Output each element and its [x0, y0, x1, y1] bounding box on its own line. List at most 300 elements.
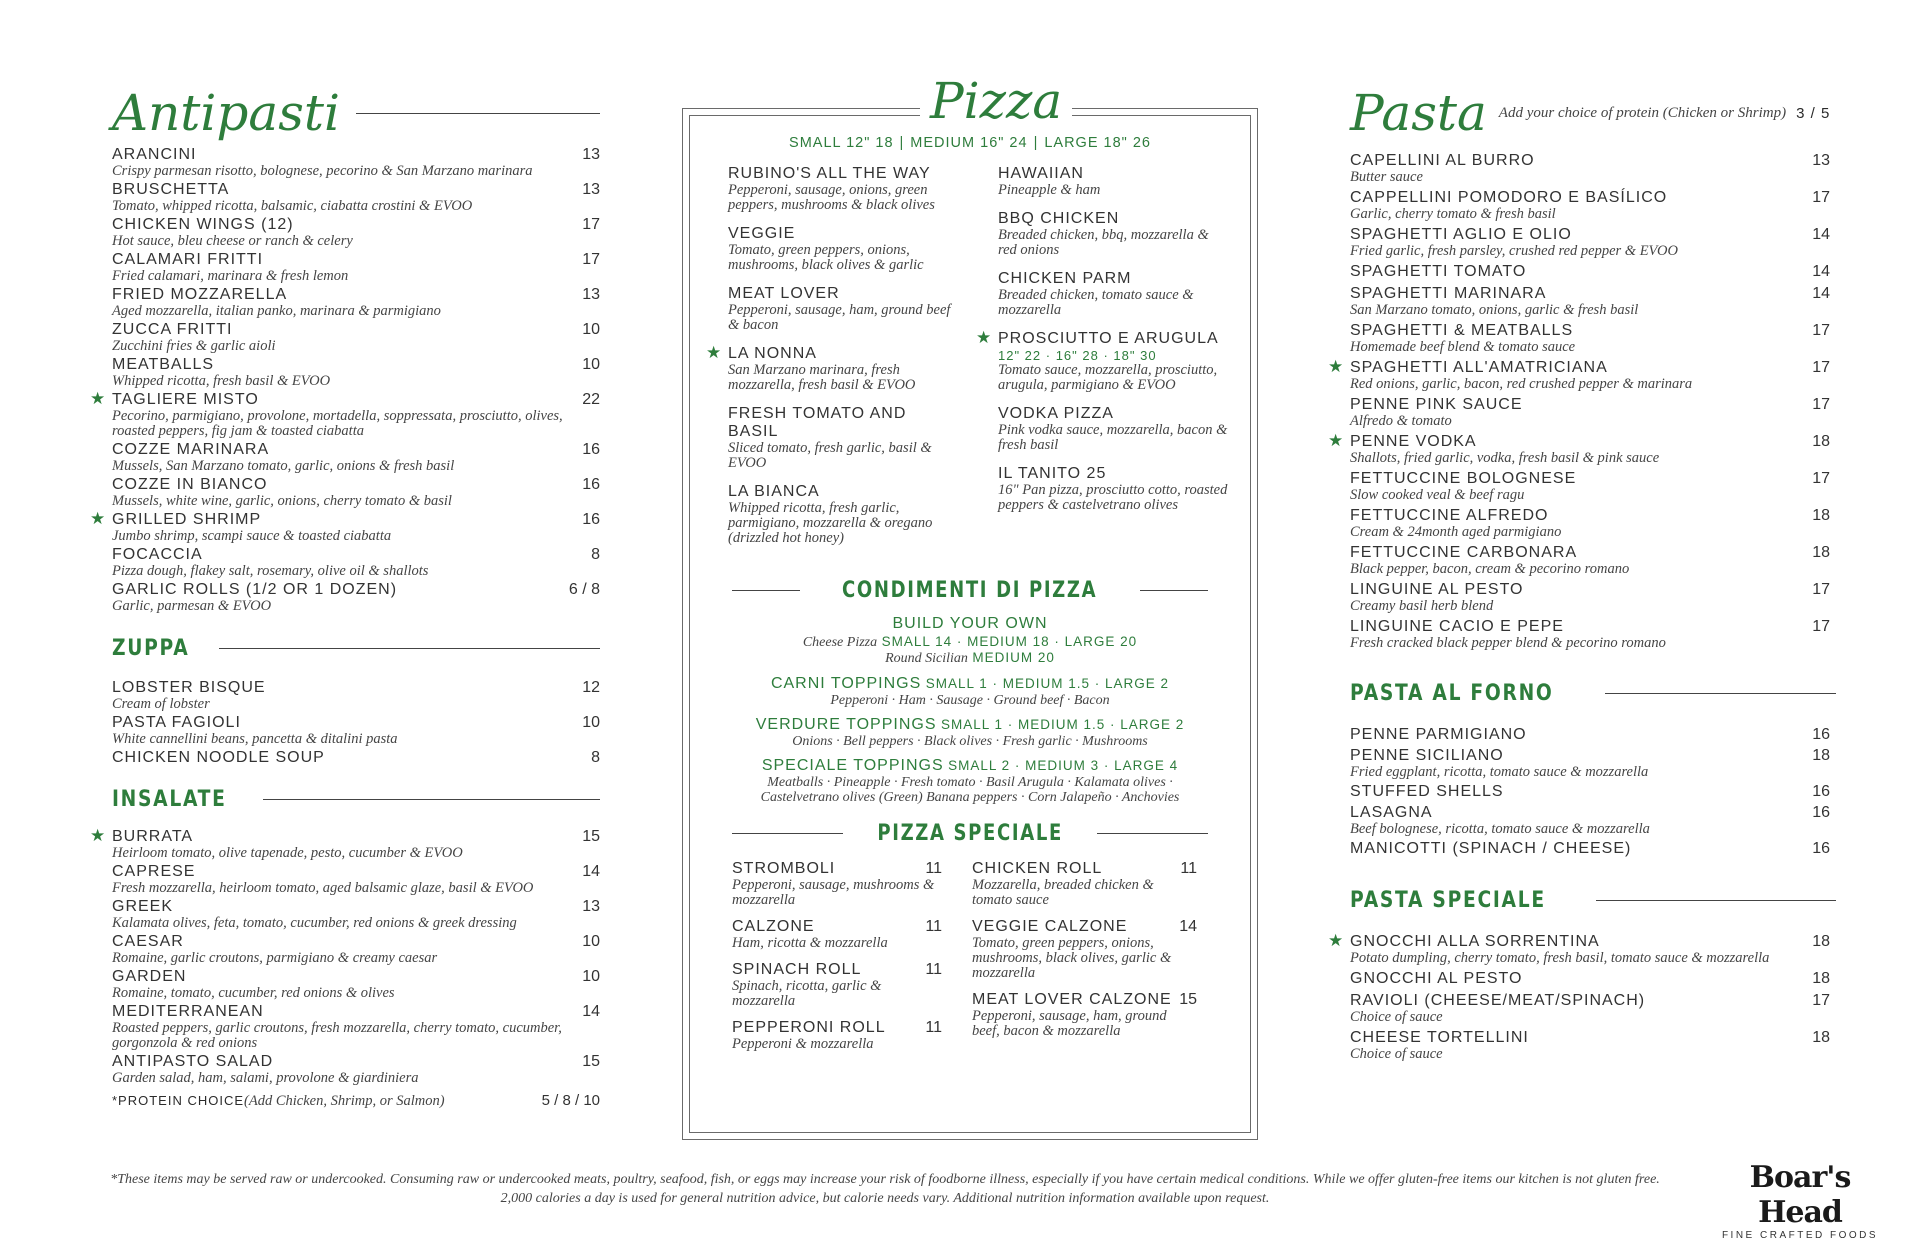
item-price: 17 [1812, 992, 1830, 1009]
item-price: 16 [582, 511, 600, 528]
menu-item [1328, 931, 1830, 966]
protein-choice [112, 1092, 600, 1110]
item-price: 18 [1812, 933, 1830, 950]
pizza-sizes: 12" 22 · 16" 28 · 18" 30 [998, 348, 1157, 363]
star-icon: ★ [1328, 357, 1344, 376]
menu-item [1350, 747, 1830, 780]
speciale-left-column [732, 860, 942, 1062]
topping-sizes: SMALL 1 · MEDIUM 1.5 · LARGE 2 [940, 717, 1185, 732]
item-description: Fried garlic, fresh parsley, crushed red pepper & EVOO [1350, 243, 1678, 259]
pizza-description: Whipped ricotta, fresh garlic, parmigiano, mozzarella & oregano (drizzled hot honey) [728, 500, 933, 546]
item-price: 17 [1812, 470, 1830, 487]
item-name: MEATBALLS [112, 356, 215, 373]
speciale-name: MEAT LOVER CALZONE [972, 991, 1172, 1008]
topping-list: Onions · Bell peppers · Black olives · Fresh garlic · Mushrooms [792, 734, 1148, 749]
menu-item [112, 1003, 600, 1051]
pizza-name: BBQ CHICKEN [998, 210, 1120, 227]
item-name: ANTIPASTO SALAD [112, 1053, 274, 1070]
divider [732, 833, 843, 834]
zuppa-title-row [112, 636, 600, 661]
item-name: FRIED MOZZARELLA [112, 286, 288, 303]
build-line1-label: Cheese Pizza [802, 635, 878, 650]
pizza-item [998, 465, 1228, 513]
item-price: 14 [1812, 226, 1830, 243]
menu-item [1350, 152, 1830, 185]
topping-list: Meatballs · Pineapple · Fresh tomato · Basil Arugula · Kalamata olives · Castelvetrano olives (Green) Banana peppers · Corn Jalapeño · Anchovies [760, 775, 1180, 805]
item-description: Beef bolognese, ricotta, tomato sauce & mozzarella [1350, 821, 1650, 837]
pizza-item [998, 210, 1228, 258]
item-name: FETTUCCINE ALFREDO [1350, 507, 1549, 524]
item-description: Garlic, parmesan & EVOO [112, 598, 272, 614]
speciale-description: Pepperoni, sausage, ham, ground beef, bacon & mozzarella [972, 1008, 1167, 1039]
item-name: GNOCCHI ALLA SORRENTINA [1350, 933, 1600, 950]
divider [1596, 900, 1836, 901]
item-description: Fried calamari, marinara & fresh lemon [112, 268, 349, 284]
speciale-item [972, 918, 1197, 981]
item-name: COZZE MARINARA [112, 441, 270, 458]
pizza-speciale-title-row [700, 821, 1240, 846]
build-title: BUILD YOUR OWN [892, 615, 1048, 632]
item-name: BRUSCHETTA [112, 181, 230, 198]
item-price: 10 [582, 356, 600, 373]
item-name: GRILLED SHRIMP [112, 511, 262, 528]
pizza-item [998, 165, 1228, 198]
item-description: Creamy basil herb blend [1350, 598, 1494, 614]
topping-sizes: SMALL 2 · MEDIUM 3 · LARGE 4 [948, 758, 1179, 773]
pizza-description: Breaded chicken, tomato sauce & mozzarella [998, 287, 1194, 318]
speciale-description: Mozzarella, breaded chicken & tomato sauce [972, 877, 1154, 908]
protein-price: 5 / 8 / 10 [541, 1092, 600, 1109]
topping-title: VERDURE TOPPINGS [755, 716, 937, 733]
pizza-name: FRESH TOMATO AND BASIL [728, 405, 907, 440]
item-price: 8 [591, 546, 600, 563]
item-name: PENNE SICILIANO [1350, 747, 1504, 764]
menu-item [1350, 470, 1830, 503]
item-description: Hot sauce, bleu cheese or ranch & celery [112, 233, 353, 249]
item-description: Whipped ricotta, fresh basil & EVOO [112, 373, 331, 389]
item-description: Mussels, white wine, garlic, onions, cherry tomato & basil [112, 493, 452, 509]
item-name: CAESAR [112, 933, 184, 950]
item-price: 13 [582, 898, 600, 915]
item-price: 13 [582, 181, 600, 198]
pizza-description: Tomato, green peppers, onions, mushrooms, black olives & garlic [728, 242, 924, 273]
divider [1140, 590, 1208, 591]
speciale-columns [700, 860, 1240, 1062]
item-price: 17 [1812, 618, 1830, 635]
menu-item [1328, 431, 1830, 466]
item-price: 10 [582, 714, 600, 731]
pizza-name: HAWAIIAN [998, 165, 1084, 182]
item-name: FOCACCIA [112, 546, 203, 563]
speciale-item [732, 860, 942, 908]
logo-sub: FINE CRAFTED FOODS [1721, 1230, 1879, 1241]
speciale-description: Ham, ricotta & mozzarella [732, 935, 888, 951]
item-name: GARDEN [112, 968, 187, 985]
menu-item [112, 679, 600, 712]
item-price: 13 [1812, 152, 1830, 169]
insalate-title: INSALATE [112, 787, 227, 812]
menu-item [1350, 322, 1830, 355]
speciale-name: CALZONE [732, 918, 815, 935]
item-description: Alfredo & tomato [1350, 413, 1452, 429]
item-price: 17 [1812, 581, 1830, 598]
pizza-speciale-title: PIZZA SPECIALE [877, 821, 1063, 846]
pizza-item [976, 328, 1228, 393]
speciale-price: 14 [1179, 918, 1197, 935]
item-name: PENNE PARMIGIANO [1350, 726, 1527, 743]
pizza-description: Pineapple & ham [998, 182, 1101, 198]
build-line1-sizes: SMALL 14 · MEDIUM 18 · LARGE 20 [881, 634, 1138, 649]
pizza-description: Breaded chicken, bbq, mozzarella & red onions [998, 227, 1209, 258]
item-name: FETTUCCINE CARBONARA [1350, 544, 1578, 561]
item-name: CHEESE TORTELLINI [1350, 1029, 1529, 1046]
item-name: PASTA FAGIOLI [112, 714, 241, 731]
item-price: 18 [1812, 544, 1830, 561]
item-price: 16 [1812, 783, 1830, 800]
item-description: Homemade beef blend & tomato sauce [1350, 339, 1576, 355]
pasta-note: Add your choice of protein (Chicken or Shrimp) [1498, 104, 1787, 121]
item-price: 13 [582, 286, 600, 303]
item-description: Heirloom tomato, olive tapenade, pesto, cucumber & EVOO [112, 845, 463, 861]
pizza-name: VEGGIE [728, 225, 796, 242]
item-description: Romaine, garlic croutons, parmigiano & creamy caesar [112, 950, 438, 966]
item-price: 17 [1812, 322, 1830, 339]
disclaimer: *These items may be served raw or undercooked. Consuming raw or undercooked meats, poultry, seafood, fish, or eggs may increase your risk of foodborne illness, especially if you have certain medical conditions. While we offer gluten-free items our kitchen is not gluten free. 2,000 calories a day is used for general nutrition advice, but calorie needs vary. Additional nutrition information available upon request. [110, 1172, 1660, 1206]
speciale-name: CHICKEN ROLL [972, 860, 1103, 877]
menu-item [112, 863, 600, 896]
speciale-price: 11 [925, 1019, 942, 1036]
pizza-item [706, 343, 958, 393]
pizza-name: LA BIANCA [728, 483, 820, 500]
speciale-name: SPINACH ROLL [732, 961, 862, 978]
item-name: SPAGHETTI TOMATO [1350, 263, 1527, 280]
item-name: CHICKEN NOODLE SOUP [112, 749, 325, 766]
item-name: ZUCCA FRITTI [112, 321, 233, 338]
item-name: CAPPELLINI POMODORO E BASÍLICO [1350, 189, 1668, 206]
item-price: 16 [582, 441, 600, 458]
pizza-left-column [706, 165, 958, 558]
item-price: 17 [582, 251, 600, 268]
logo-main: Boar's Head [1749, 1160, 1851, 1230]
menu-item [112, 181, 600, 214]
speciale-item [972, 860, 1197, 908]
pizza-item [728, 405, 958, 471]
menu-item [112, 968, 600, 1001]
pizza-item [728, 165, 958, 213]
item-price: 15 [582, 1053, 600, 1070]
build-line2-label: Round Sicilian [885, 651, 968, 666]
speciale-item [732, 1019, 942, 1052]
topping-group [740, 757, 1200, 805]
pizza-description: Pink vodka sauce, mozzarella, bacon & fresh basil [998, 422, 1228, 453]
item-name: GREEK [112, 898, 174, 915]
menu-item [90, 389, 600, 439]
item-name: BURRATA [112, 828, 194, 845]
star-icon: ★ [1328, 431, 1344, 450]
item-description: Pecorino, parmigiano, provolone, mortadella, soppressata, prosciutto, olives, roasted peppers, fig jam & toasted ciabatta [112, 408, 563, 439]
item-description: Garden salad, ham, salami, provolone & giardiniera [112, 1070, 419, 1086]
item-description: Choice of sauce [1350, 1009, 1443, 1025]
divider [263, 799, 600, 800]
topping-sizes: SMALL 1 · MEDIUM 1.5 · LARGE 2 [925, 676, 1170, 691]
pasta-speciale-list [1328, 931, 1830, 1062]
item-description: Butter sauce [1350, 169, 1423, 185]
item-price: 15 [582, 828, 600, 845]
pizza-name: LA NONNA [728, 345, 817, 362]
pizza-description: Sliced tomato, fresh garlic, basil & EVOO [728, 440, 932, 471]
item-price: 17 [1812, 189, 1830, 206]
item-description: Potato dumpling, cherry tomato, fresh basil, tomato sauce & mozzarella [1350, 950, 1770, 966]
item-name: PENNE VODKA [1350, 433, 1477, 450]
pizza-size-medium: MEDIUM 16" 24 [910, 135, 1028, 151]
speciale-name: VEGGIE CALZONE [972, 918, 1128, 935]
item-price: 17 [1812, 359, 1830, 376]
item-description: Fried eggplant, ricotta, tomato sauce & mozzarella [1350, 764, 1649, 780]
item-description: Aged mozzarella, italian panko, marinara & parmigiano [112, 303, 441, 319]
menu-item [1350, 507, 1830, 540]
insalate-list [90, 826, 600, 1086]
antipasti-title-row [112, 84, 600, 142]
item-description: Fresh mozzarella, heirloom tomato, aged balsamic glaze, basil & EVOO [112, 880, 534, 896]
item-price: 22 [582, 391, 600, 408]
topping-list: Pepperoni · Ham · Sausage · Ground beef · Bacon [830, 693, 1110, 708]
item-name: MEDITERRANEAN [112, 1003, 264, 1020]
speciale-price: 15 [1179, 991, 1197, 1008]
menu-item [1350, 581, 1830, 614]
pizza-description: San Marzano marinara, fresh mozzarella, fresh basil & EVOO [728, 362, 916, 393]
item-price: 10 [582, 321, 600, 338]
menu-item [1350, 804, 1830, 837]
forno-list [1350, 726, 1830, 858]
star-icon: ★ [90, 826, 106, 845]
menu-item [112, 1053, 600, 1086]
menu-item [112, 441, 600, 474]
speciale-right-column [972, 860, 1197, 1062]
menu-item [112, 546, 600, 579]
item-description: Black pepper, bacon, cream & pecorino romano [1350, 561, 1630, 577]
item-name: SPAGHETTI MARINARA [1350, 285, 1547, 302]
pizza-description: 16" Pan pizza, prosciutto cotto, roasted peppers & castelvetrano olives [998, 482, 1228, 513]
speciale-price: 11 [925, 918, 942, 935]
pizza-item [728, 483, 958, 546]
antipasti-section [90, 84, 600, 1110]
item-price: 13 [582, 146, 600, 163]
topping-header [740, 716, 1200, 734]
pizza-item [728, 225, 958, 273]
menu-item [1350, 840, 1830, 858]
condimenti-title-row [700, 578, 1240, 603]
menu-item [112, 898, 600, 931]
item-price: 16 [1812, 804, 1830, 821]
item-price: 10 [582, 933, 600, 950]
item-description: Cream of lobster [112, 696, 210, 712]
menu-item [1350, 263, 1830, 281]
menu-item [112, 216, 600, 249]
item-price: 14 [1812, 285, 1830, 302]
star-icon: ★ [1328, 931, 1344, 950]
pizza-right-column [976, 165, 1228, 558]
antipasti-title: Antipasti [112, 84, 340, 142]
menu-item [112, 251, 600, 284]
pasta-list [1328, 152, 1830, 651]
condimenti-title: CONDIMENTI DI PIZZA [842, 578, 1098, 603]
speciale-description: Spinach, ricotta, garlic & mozzarella [732, 978, 882, 1009]
item-description: White cannellini beans, pancetta & ditalini pasta [112, 731, 398, 747]
item-description: Fresh cracked black pepper blend & pecorino romano [1350, 635, 1666, 651]
item-price: 16 [582, 476, 600, 493]
item-price: 18 [1812, 433, 1830, 450]
item-name: LINGUINE AL PESTO [1350, 581, 1524, 598]
menu-item [1350, 544, 1830, 577]
separator: | [899, 135, 905, 151]
pasta-note-price: 3 / 5 [1796, 104, 1831, 122]
menu-item [112, 933, 600, 966]
menu-item [1350, 226, 1830, 259]
item-name: CAPELLINI AL BURRO [1350, 152, 1535, 169]
item-description: Zucchini fries & garlic aioli [112, 338, 276, 354]
item-description: Slow cooked veal & beef ragu [1350, 487, 1525, 503]
item-description: Pizza dough, flakey salt, rosemary, olive oil & shallots [112, 563, 429, 579]
speciale-name: PEPPERONI ROLL [732, 1019, 886, 1036]
item-description: Jumbo shrimp, scampi sauce & toasted ciabatta [112, 528, 392, 544]
item-price: 16 [1812, 840, 1830, 857]
pasta-title: Pasta [1350, 84, 1487, 142]
menu-item [1350, 618, 1830, 651]
speciale-price: 11 [925, 961, 942, 978]
menu-item [1350, 1029, 1830, 1062]
pizza-item [728, 285, 958, 333]
divider [356, 113, 600, 114]
menu-item [112, 749, 600, 767]
item-name: ARANCINI [112, 146, 197, 163]
build-line2-sizes: MEDIUM 20 [972, 650, 1055, 665]
item-price: 6 / 8 [568, 581, 600, 598]
speciale-description: Pepperoni & mozzarella [732, 1036, 874, 1052]
pasta-speciale-title-row [1350, 888, 1836, 913]
item-name: PENNE PINK SAUCE [1350, 396, 1523, 413]
item-name: COZZE IN BIANCO [112, 476, 268, 493]
item-price: 14 [582, 863, 600, 880]
pasta-section [1328, 84, 1836, 1066]
speciale-name: STROMBOLI [732, 860, 836, 877]
item-description: Kalamata olives, feta, tomato, cucumber, red onions & greek dressing [112, 915, 517, 931]
item-price: 18 [1812, 747, 1830, 764]
star-icon: ★ [706, 343, 722, 362]
speciale-description: Pepperoni, sausage, mushrooms & mozzarella [732, 877, 935, 908]
protein-label: *PROTEIN CHOICE [112, 1093, 245, 1108]
menu-item [1350, 396, 1830, 429]
pizza-description: Pepperoni, sausage, ham, ground beef & bacon [728, 302, 951, 333]
forno-title-row [1350, 681, 1836, 706]
item-description: Shallots, fried garlic, vodka, fresh basil & pink sauce [1350, 450, 1660, 466]
pizza-columns [700, 165, 1240, 558]
zuppa-title: ZUPPA [112, 636, 190, 661]
speciale-price: 11 [1180, 860, 1197, 877]
pizza-title: Pizza [920, 76, 1072, 126]
item-price: 14 [1812, 263, 1830, 280]
item-price: 18 [1812, 1029, 1830, 1046]
antipasti-list [90, 146, 600, 614]
item-price: 17 [1812, 396, 1830, 413]
item-price: 12 [582, 679, 600, 696]
topping-title: SPECIALE TOPPINGS [761, 757, 944, 774]
item-description: Romaine, tomato, cucumber, red onions & olives [112, 985, 395, 1001]
item-name: CALAMARI FRITTI [112, 251, 264, 268]
condimenti-groups [700, 675, 1240, 805]
item-name: GNOCCHI AL PESTO [1350, 970, 1523, 987]
star-icon: ★ [90, 509, 106, 528]
menu-item [1350, 783, 1830, 801]
menu-item [112, 476, 600, 509]
menu-item [1350, 189, 1830, 222]
pizza-sizes [700, 135, 1240, 151]
protein-desc: (Add Chicken, Shrimp, or Salmon) [244, 1093, 445, 1109]
menu-item [112, 146, 600, 179]
item-price: 18 [1812, 970, 1830, 987]
pizza-description: Tomato sauce, mozzarella, prosciutto, arugula, parmigiano & EVOO [998, 362, 1218, 393]
item-price: 8 [591, 749, 600, 766]
menu-item [1350, 992, 1830, 1025]
item-name: SPAGHETTI AGLIO E OLIO [1350, 226, 1572, 243]
item-description: Garlic, cherry tomato & fresh basil [1350, 206, 1556, 222]
menu-item [112, 286, 600, 319]
separator: | [1033, 135, 1039, 151]
topping-title: CARNI TOPPINGS [770, 675, 922, 692]
menu-item [112, 714, 600, 747]
item-price: 18 [1812, 507, 1830, 524]
item-name: MANICOTTI (SPINACH / CHEESE) [1350, 840, 1632, 857]
topping-group [740, 675, 1200, 708]
pizza-item [998, 405, 1228, 453]
star-icon: ★ [976, 328, 992, 347]
item-description: Red onions, garlic, bacon, red crushed pepper & marinara [1350, 376, 1693, 392]
pizza-size-small: SMALL 12" 18 [789, 135, 894, 151]
pizza-section [700, 135, 1240, 1062]
menu-item [1328, 357, 1830, 392]
speciale-item [732, 918, 942, 951]
menu-item [1350, 970, 1830, 988]
pizza-name: CHICKEN PARM [998, 270, 1132, 287]
item-name: RAVIOLI (CHEESE/MEAT/SPINACH) [1350, 992, 1646, 1009]
pizza-name: PROSCIUTTO E ARUGULA [998, 330, 1219, 347]
pasta-title-row [1350, 84, 1836, 142]
item-name: GARLIC ROLLS (1/2 OR 1 DOZEN) [112, 581, 398, 598]
item-name: CHICKEN WINGS (12) [112, 216, 294, 233]
item-name: LINGUINE CACIO E PEPE [1350, 618, 1564, 635]
item-name: TAGLIERE MISTO [112, 391, 259, 408]
divider [219, 648, 600, 649]
item-name: CAPRESE [112, 863, 196, 880]
pizza-name: IL TANITO 25 [998, 465, 1107, 482]
topping-group [740, 716, 1200, 749]
item-name: SPAGHETTI ALL'AMATRICIANA [1350, 359, 1608, 376]
pizza-name: VODKA PIZZA [998, 405, 1114, 422]
item-name: FETTUCCINE BOLOGNESE [1350, 470, 1577, 487]
item-name: STUFFED SHELLS [1350, 783, 1504, 800]
speciale-description: Tomato, green peppers, onions, mushrooms, black olives, garlic & mozzarella [972, 935, 1172, 981]
boars-head-logo [1710, 1160, 1890, 1241]
build-your-own [700, 615, 1240, 667]
item-price: 10 [582, 968, 600, 985]
menu-item [112, 581, 600, 614]
item-price: 17 [582, 216, 600, 233]
menu-item [90, 509, 600, 544]
item-description: Crispy parmesan risotto, bolognese, pecorino & San Marzano marinara [112, 163, 533, 179]
pasta-speciale-title: PASTA SPECIALE [1350, 888, 1546, 913]
divider [1097, 833, 1208, 834]
menu-item [1350, 285, 1830, 318]
zuppa-list [112, 679, 600, 767]
